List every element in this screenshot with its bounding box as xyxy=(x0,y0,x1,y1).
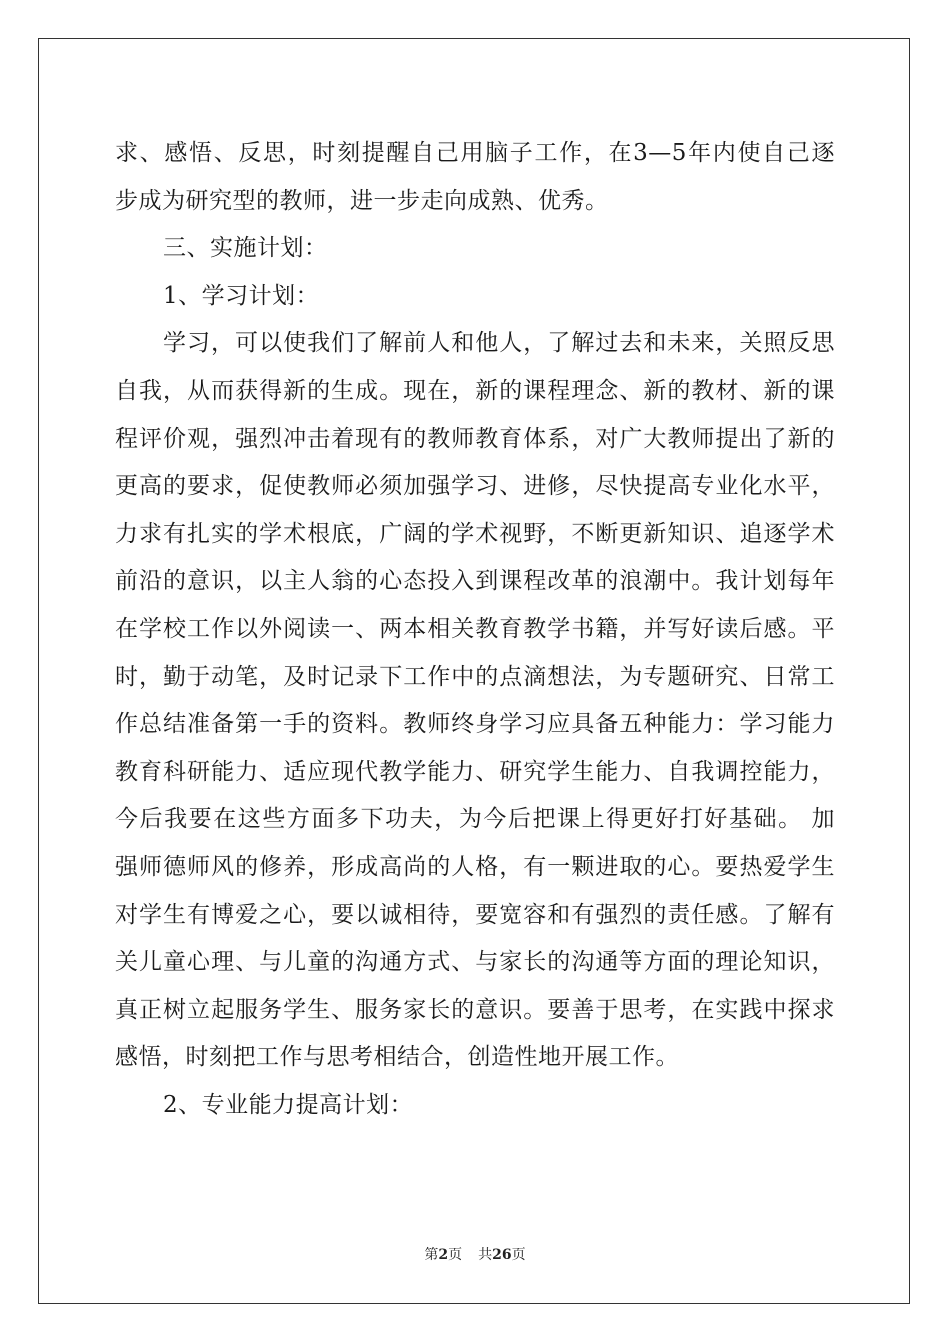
page-footer xyxy=(0,1244,950,1264)
text-line: 强师德师风的修养，形成高尚的人格，有一颗进取的心。要热爱学生 xyxy=(115,853,835,880)
text-line: 真正树立起服务学生、服务家长的意识。要善于思考，在实践中探求 xyxy=(115,996,835,1023)
document-body xyxy=(115,130,835,1129)
footer-total-prefix: 共 xyxy=(478,1247,493,1263)
text-line: 步成为研究型的教师，进一步走向成熟、优秀。 xyxy=(115,187,609,214)
text-line: 求、感悟、反思，时刻提醒自己用脑子工作，在3—5年内使自己逐 xyxy=(115,140,835,166)
text-line: 前沿的意识，以主人翁的心态投入到课程改革的浪潮中。我计划每年 xyxy=(115,568,835,595)
text-line: 自我，从而获得新的生成。现在，新的课程理念、新的教材、新的课 xyxy=(115,377,835,404)
text-line: 作总结准备第一手的资料。教师终身学习应具备五种能力：学习能力 xyxy=(115,711,835,738)
text-line: 在学校工作以外阅读一、两本相关教育教学书籍，并写好读后感。平 xyxy=(115,615,835,642)
text-line: 对学生有博爱之心，要以诚相待，要宽容和有强烈的责任感。了解有 xyxy=(115,901,835,928)
text-line: 力求有扎实的学术根底，广阔的学术视野，不断更新知识、追逐学术 xyxy=(115,520,835,547)
footer-page-unit: 页 xyxy=(448,1247,463,1263)
footer-page-total: 26 xyxy=(492,1247,512,1263)
text-line: 程评价观，强烈冲击着现有的教师教育体系，对广大教师提出了新的 xyxy=(115,425,835,452)
text-line: 更高的要求，促使教师必须加强学习、进修，尽快提高专业化水平， xyxy=(115,473,835,500)
text-line: 时，勤于动笔，及时记录下工作中的点滴想法，为专题研究、日常工 xyxy=(115,663,835,690)
footer-page-prefix: 第 xyxy=(424,1247,439,1263)
text-line: 感悟，时刻把工作与思考相结合，创造性地开展工作。 xyxy=(115,1044,679,1071)
text-line: 2、专业能力提高计划： xyxy=(163,1091,414,1118)
text-line: 关儿童心理、与儿童的沟通方式、与家长的沟通等方面的理论知识， xyxy=(115,949,835,976)
footer-page-current: 2 xyxy=(438,1247,449,1263)
text-line: 1、学习计划： xyxy=(163,282,320,309)
text-line: 今后我要在这些方面多下功夫，为今后把课上得更好打好基础。 加 xyxy=(115,806,835,833)
text-line: 教育科研能力、适应现代教学能力、研究学生能力、自我调控能力， xyxy=(115,758,835,785)
footer-total-unit: 页 xyxy=(511,1247,526,1263)
text-line: 三、实施计划： xyxy=(163,235,328,262)
text-line: 学习，可以使我们了解前人和他人，了解过去和未来，关照反思 xyxy=(163,330,835,357)
